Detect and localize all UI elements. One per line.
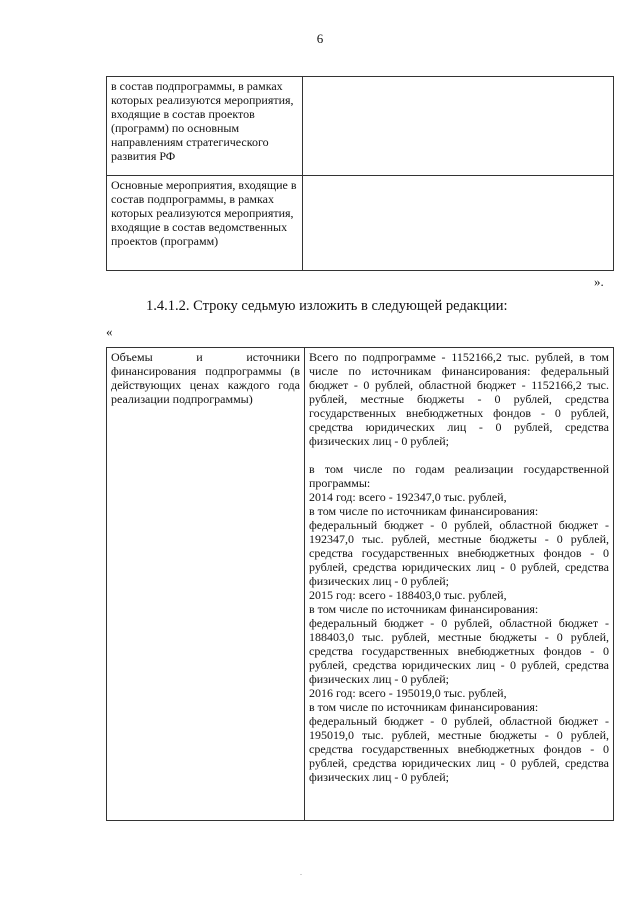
scan-artifact: . xyxy=(300,868,302,877)
row-value xyxy=(303,176,614,271)
continuation-table xyxy=(106,76,614,271)
table-row xyxy=(107,348,614,821)
opening-quote: « xyxy=(106,324,113,339)
table-row xyxy=(107,77,614,176)
sources-details-2016: федеральный бюджет - 0 рублей, областной бюджет - 195019,0 тыс. рублей, местные бюджеты - 0 рублей, средства государственных внебюджетных фондов - 0 рублей, средства юридических лиц - 0 рублей, средства физических лиц - 0 рублей; xyxy=(309,714,609,784)
row-label: в состав подпрограммы, в рамках которых реализуются мероприятия, входящие в состав проектов (программ) по основным направлениям стратегического развития РФ xyxy=(107,77,303,176)
total-paragraph: Всего по подпрограмме - 1152166,2 тыс. рублей, в том числе по источникам финансирования: федеральный бюджет - 0 рублей, областной бюджет - 1152166,2 тыс. рублей, местные бюджеты - 0 рублей, средства государственных внебюджетных фондов - 0 рублей, средства юридических лиц - 0 рублей, средства физических лиц - 0 рублей; xyxy=(309,350,609,448)
table-row xyxy=(107,176,614,271)
sources-details-2014: федеральный бюджет - 0 рублей, областной бюджет - 192347,0 тыс. рублей, местные бюджеты - 0 рублей, средства государственных внебюджетных фондов - 0 рублей, средства юридических лиц - 0 рублей, средства физических лиц - 0 рублей; xyxy=(309,518,609,588)
financing-label: Объемы и источники финансирования подпрограммы (в действующих ценах каждого года реализации подпрограммы) xyxy=(107,348,305,821)
amendment-instruction: 1.4.1.2. Строку седьмую изложить в следующей редакции: xyxy=(146,298,508,314)
sources-intro-2015: в том числе по источникам финансирования: xyxy=(309,602,539,616)
year-heading-2016: 2016 год: всего - 195019,0 тыс. рублей, xyxy=(309,686,507,700)
page-number: 6 xyxy=(316,31,324,46)
sources-details-2015: федеральный бюджет - 0 рублей, областной бюджет - 188403,0 тыс. рублей, местные бюджеты - 0 рублей, средства государственных внебюджетных фондов - 0 рублей, средства юридических лиц - 0 рублей, средства физических лиц - 0 рублей; xyxy=(309,616,609,686)
year-heading-2014: 2014 год: всего - 192347,0 тыс. рублей, xyxy=(309,490,507,504)
financing-table xyxy=(106,347,614,821)
row-value xyxy=(303,77,614,176)
by-years-intro: в том числе по годам реализации государственной программы: xyxy=(309,462,609,490)
row-label: Основные мероприятия, входящие в состав подпрограммы, в рамках которых реализуются мероприятия, входящие в состав ведомственных проектов (программ) xyxy=(107,176,303,271)
closing-quote: ». xyxy=(594,274,604,289)
financing-details xyxy=(305,348,614,821)
sources-intro-2016: в том числе по источникам финансирования: xyxy=(309,700,539,714)
year-heading-2015: 2015 год: всего - 188403,0 тыс. рублей, xyxy=(309,588,507,602)
sources-intro-2014: в том числе по источникам финансирования: xyxy=(309,504,539,518)
